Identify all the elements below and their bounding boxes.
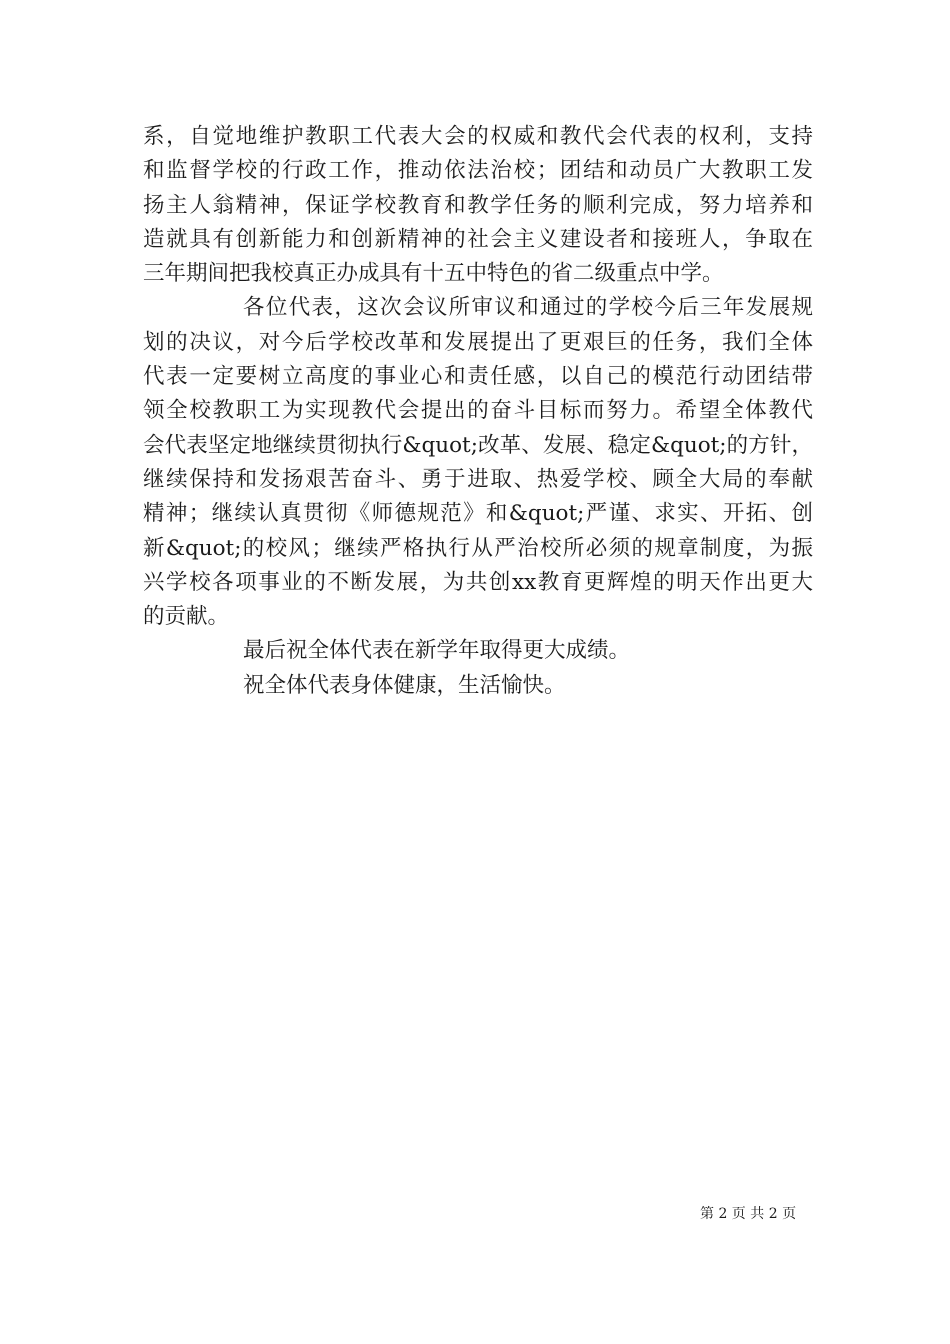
text-line-indented: 最后祝全体代表在新学年取得更大成绩。 <box>243 638 631 664</box>
text-line: 造就具有创新能力和创新精神的社会主义建设者和接班人，争取在 <box>143 226 813 252</box>
text-line: 扬主人翁精神，保证学校教育和教学任务的顺利完成，努力培养和 <box>143 192 813 218</box>
text-line: 新&quot;的校风；继续严格执行从严治校所必须的规章制度，为振 <box>143 535 813 561</box>
text-line: 精神；继续认真贯彻《师德规范》和&quot;严谨、求实、开拓、创 <box>143 501 813 527</box>
text-line: 系，自觉地维护教职工代表大会的权威和教代会代表的权利，支持 <box>143 124 813 149</box>
page-number-footer: 第 2 页 共 2 页 <box>700 1206 797 1222</box>
text-line: 和监督学校的行政工作，推动依法治校；团结和动员广大教职工发 <box>143 158 813 184</box>
text-line: 划的决议，对今后学校改革和发展提出了更艰巨的任务，我们全体 <box>143 329 813 355</box>
text-line: 会代表坚定地继续贯彻执行&quot;改革、发展、稳定&quot;的方针， <box>143 432 813 458</box>
text-line: 领全校教职工为实现教代会提出的奋斗目标而努力。希望全体教代 <box>143 398 813 424</box>
text-line-indented: 各位代表，这次会议所审议和通过的学校今后三年发展规 <box>243 295 813 321</box>
text-line: 三年期间把我校真正办成具有十五中特色的省二级重点中学。 <box>143 261 724 287</box>
text-line: 代表一定要树立高度的事业心和责任感，以自己的模范行动团结带 <box>143 364 813 390</box>
text-line-indented: 祝全体代表身体健康，生活愉快。 <box>243 672 566 698</box>
text-line: 兴学校各项事业的不断发展，为共创xx教育更辉煌的明天作出更大 <box>143 569 813 595</box>
text-line: 继续保持和发扬艰苦奋斗、勇于进取、热爱学校、顾全大局的奉献 <box>143 466 813 492</box>
text-line: 的贡献。 <box>143 604 230 630</box>
document-body <box>143 120 813 703</box>
